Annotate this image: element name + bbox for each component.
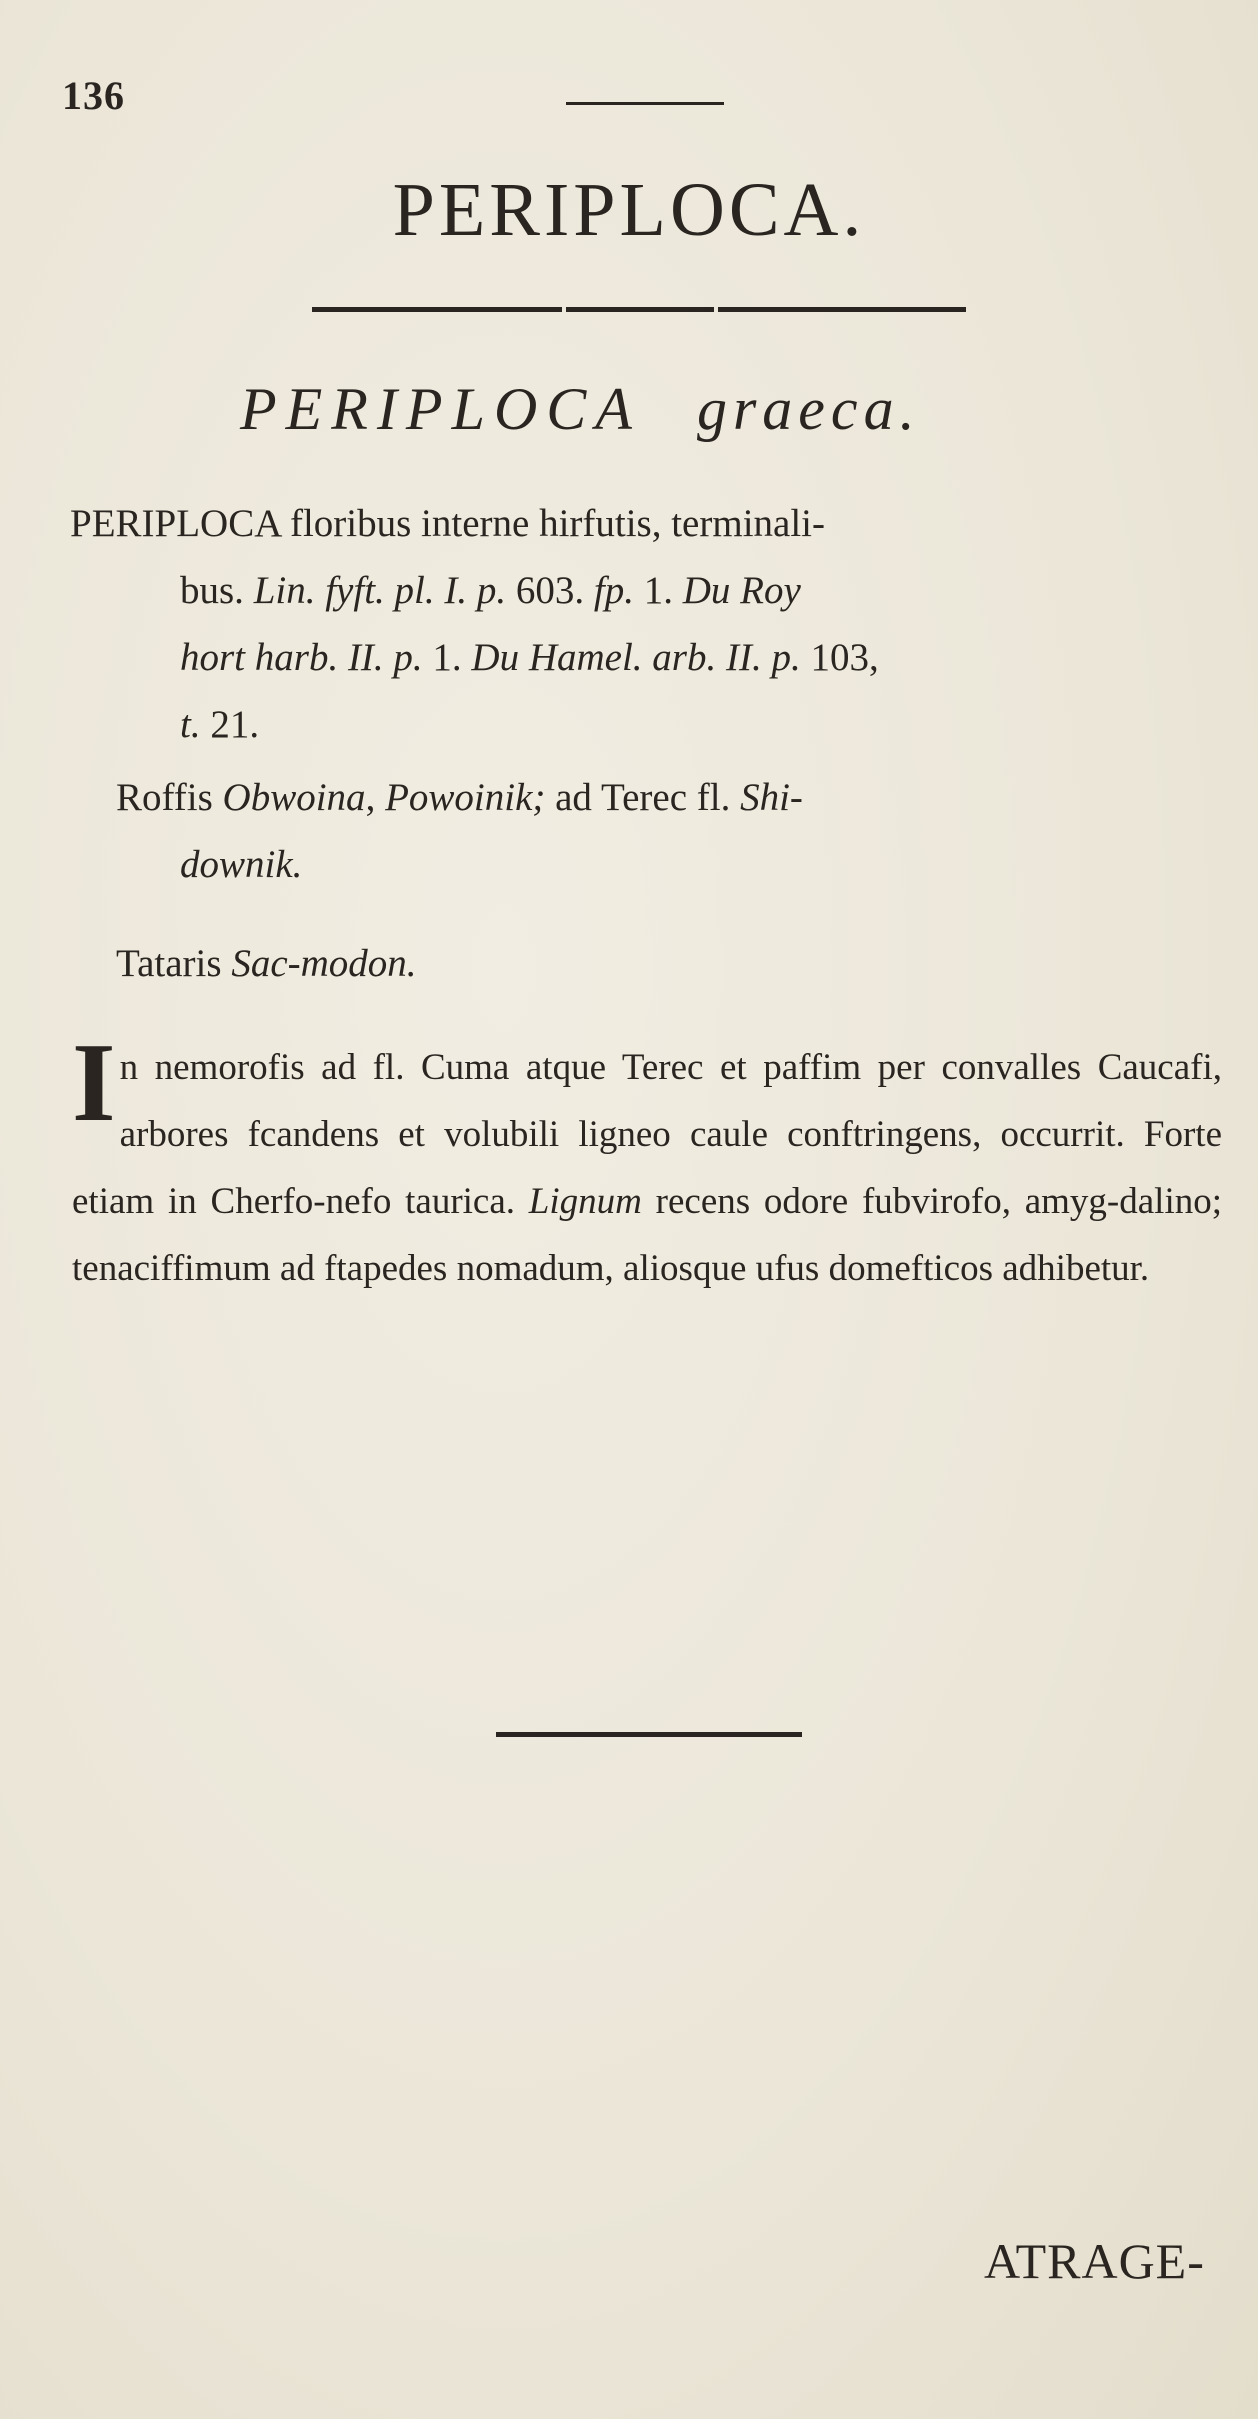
genus-title: PERIPLOCA. <box>392 168 866 252</box>
synonymy-text: bus. <box>180 569 254 612</box>
description-italic: Lignum <box>528 1181 642 1222</box>
title-rule-right <box>718 307 966 312</box>
synonymy-line-4 <box>70 691 1220 758</box>
russian-line-2 <box>116 831 1226 898</box>
tatar-label: Tataris <box>116 942 232 985</box>
synonymy-text: 103, <box>800 636 879 679</box>
reference-du-roy: Du Roy <box>682 569 801 612</box>
russian-name-2: Powoinik; <box>385 776 546 819</box>
synonymy-line-3 <box>70 624 1220 691</box>
synonymy-paragraph <box>70 490 1220 758</box>
reference-tab: t. <box>180 703 201 746</box>
description-text-cont: recens odore fubvirofo, amyg-dalino; tenaciffimum ad ftapedes nomadum, aliosque ufus domefticos adhibetur. <box>72 1181 1223 1289</box>
title-rule-left <box>312 307 562 312</box>
species-heading <box>240 375 921 444</box>
russian-label: Roffis <box>116 776 223 819</box>
drop-cap: I <box>72 1021 116 1145</box>
synonymy-line-2 <box>70 557 1220 624</box>
tatar-names <box>116 930 1226 997</box>
separator: , <box>365 776 386 819</box>
synonymy-text: 1. <box>422 636 472 679</box>
russian-name-1: Obwoina <box>222 776 366 819</box>
end-rule <box>496 1732 802 1737</box>
reference-du-roy-cont: hort harb. II. p. <box>180 636 423 679</box>
reference-linnaeus: Lin. fyft. pl. I. p. <box>253 569 507 612</box>
synonymy-text: 21. <box>200 703 260 746</box>
catchword: ATRAGE- <box>984 2233 1205 2289</box>
page-number: 136 <box>62 73 125 118</box>
species-genus: PERIPLOCA <box>240 376 641 442</box>
reference-species: fp. <box>593 569 634 612</box>
russian-name-3-cont: downik. <box>180 843 303 886</box>
synonymy-lead: PERIPLOCA floribus interne hirfutis, terminali- <box>70 502 825 545</box>
tatar-name: Sac-modon. <box>231 942 417 985</box>
russian-names <box>116 764 1226 898</box>
species-epithet: graeca. <box>696 376 921 442</box>
title-rule-middle <box>566 307 714 312</box>
synonymy-text: 603. <box>506 569 594 612</box>
russian-text: ad Terec fl. <box>545 776 741 819</box>
russian-name-3: Shi- <box>740 776 803 819</box>
synonymy-text: 1. <box>633 569 683 612</box>
description-text: n nemorofis ad fl. Cuma atque Terec et paffim per convalles Caucafi, arbores fcandens et volubili ligneo caule conftringens, occurrit. Forte etiam in Cherfo-nefo taurica. <box>72 1047 1222 1222</box>
reference-du-hamel: Du Hamel. arb. II. p. <box>471 636 801 679</box>
description-paragraph <box>72 1021 1223 1302</box>
header-rule <box>566 102 724 105</box>
